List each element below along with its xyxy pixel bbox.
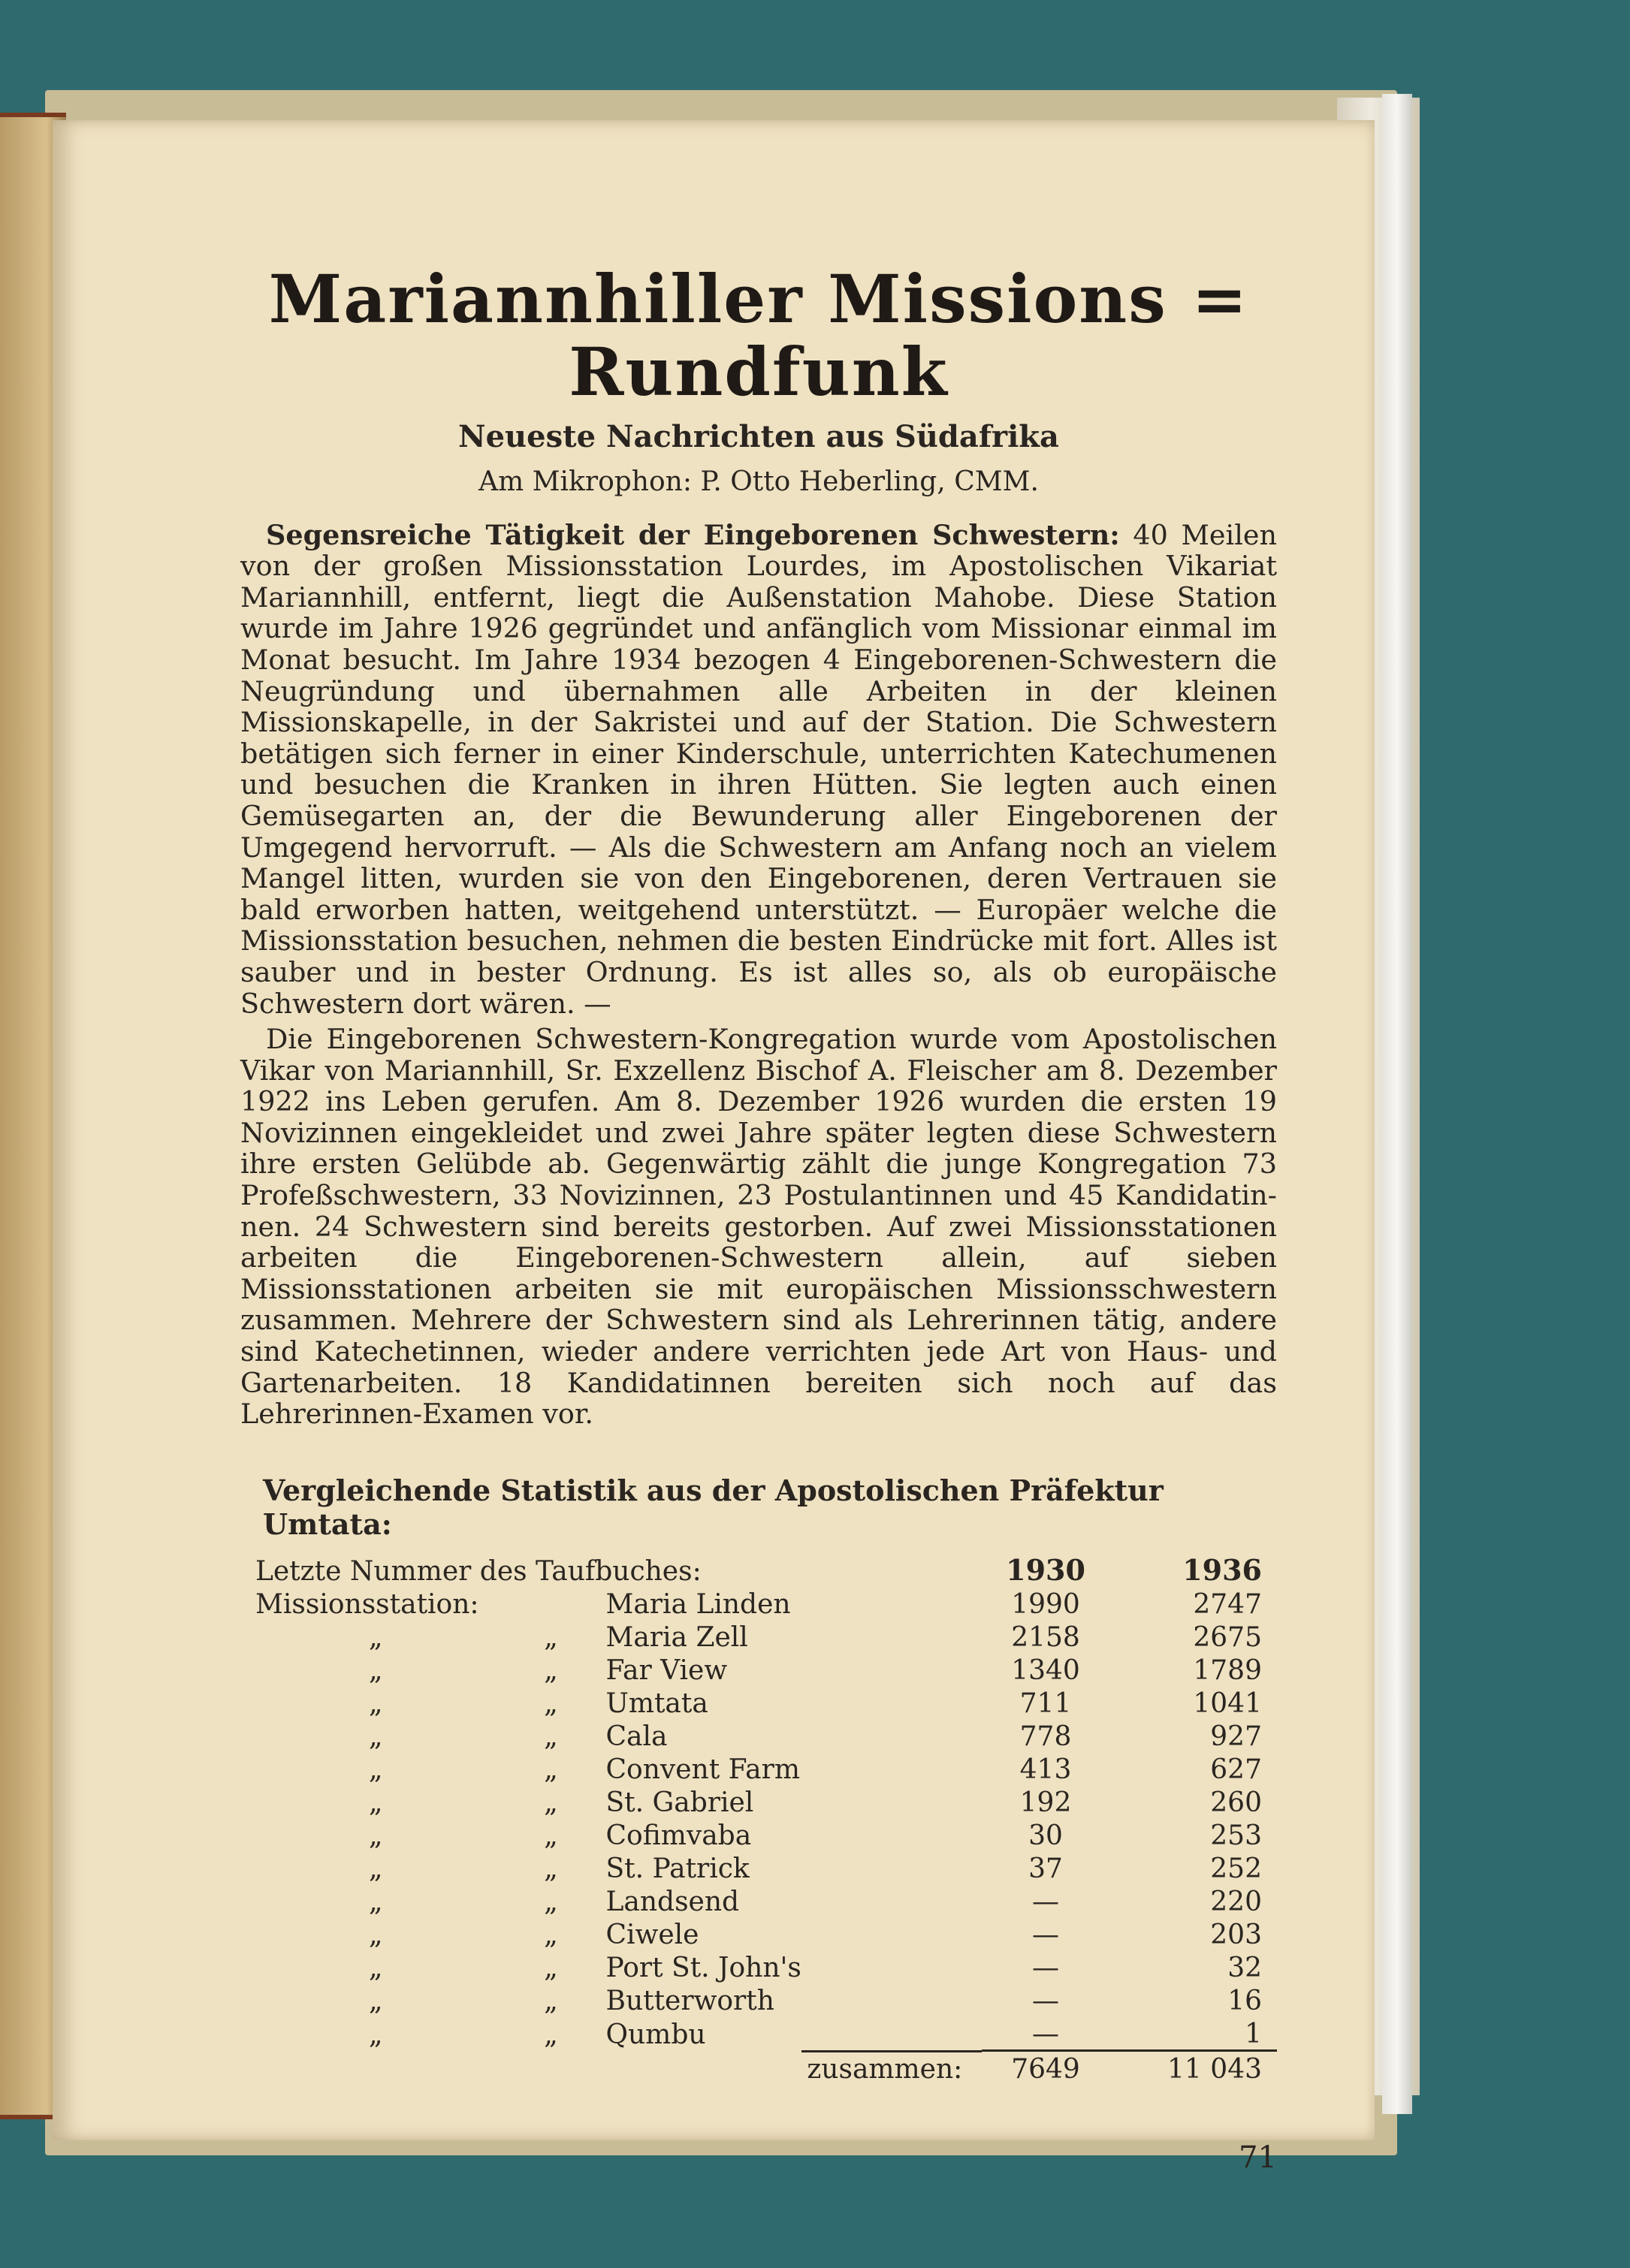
value-1930: 2158 (1011, 1621, 1080, 1653)
table-row (255, 1620, 1277, 1653)
ditto-mark: „ (368, 1621, 383, 1653)
page-number: 71 (1239, 2140, 1277, 2175)
page-title: Mariannhiller Missions = Rundfunk (268, 260, 1249, 411)
ditto-mark: „ (368, 1985, 383, 2016)
byline: Am Mikrophon: P. Otto Heberling, CMM. (478, 466, 1039, 497)
value-1936: 1041 (1193, 1687, 1262, 1719)
table-row (255, 1851, 1277, 1884)
ditto-mark: „ (368, 2019, 383, 2051)
paragraph-lead: Segensreiche Tätigkeit der Eingeborenen Schwestern: (266, 518, 1120, 551)
stats-table (255, 1553, 1277, 2085)
station-name: Landsend (605, 1886, 740, 1917)
value-1930: — (1032, 1886, 1059, 1917)
value-1930: 30 (1028, 1820, 1063, 1851)
ditto-mark: „ (368, 1754, 383, 1785)
table-row (255, 1785, 1277, 1818)
ditto-mark: „ (544, 1754, 558, 1785)
column-label: Letzte Nummer des Taufbuches: (255, 1555, 702, 1587)
value-1936: 32 (1227, 1952, 1262, 1983)
value-1936: 16 (1227, 1985, 1262, 2016)
station-name: Port St. John's (605, 1952, 801, 1983)
value-1930: — (1032, 1985, 1059, 2016)
table-row (255, 1719, 1277, 1752)
ditto-mark: „ (368, 1820, 383, 1851)
value-1936: 927 (1210, 1721, 1262, 1752)
ditto-mark: „ (368, 1687, 383, 1719)
year-1936-header: 1936 (1182, 1552, 1262, 1587)
year-1930-header: 1930 (1006, 1552, 1085, 1587)
paragraph-2: Die Eingeborenen Schwestern-Kongregation wurde vom Apostolischen Vikar von Mariannhill, Sr. Exzellenz Bischof A. Fleischer am 8. Dezember 1922 ins Leben gerufen. Am 8. Dezember 1926 wurden die ersten 19 Novizinnen eingekleidet und zwei Jahre später legten diese Schwestern ihre ersten Gelübde ab. Gegenwärtig zählt die junge Kongregation 73 Profeßschwestern, 33 Novizinnen, 23 Postulantinnen und 45 Kandidatinnen. 24 Schwestern sind bereits gestorben. Auf zwei Missionsstationen arbeiten die Eingeborenen-Schwestern allein, auf sieben Missionsstationen arbeiten sie mit europäischen Missionsschwestern zusammen. Mehrere der Schwestern sind als Lehrerinnen tätig, andere sind Katechetinnen, wieder andere verrichten jede Art von Haus- und Gartenarbeiten. 18 Kandidatinnen bereiten sich noch auf das Lehrerinnen-Examen vor. (240, 1023, 1277, 1431)
book-page (53, 120, 1375, 2175)
ditto-mark: „ (368, 1886, 383, 1917)
ditto-mark: „ (368, 1853, 383, 1884)
value-1936: 2747 (1193, 1588, 1262, 1620)
page-subtitle: Neueste Nachrichten aus Südafrika (458, 418, 1059, 454)
value-1936: 203 (1210, 1919, 1262, 1950)
ditto-mark: „ (544, 1687, 558, 1719)
ditto-mark: „ (368, 1721, 383, 1752)
value-1936: 253 (1210, 1820, 1262, 1851)
stats-header-row (255, 1553, 1277, 1587)
station-name: Butterworth (605, 1985, 774, 2016)
value-1936: 1789 (1193, 1654, 1262, 1686)
ditto-mark: „ (544, 1985, 558, 2016)
table-row (255, 1752, 1277, 1785)
station-name: Far View (605, 1654, 728, 1686)
table-row (255, 1884, 1277, 1917)
total-label: zusammen: (255, 2050, 982, 2085)
ditto-mark: „ (368, 1919, 383, 1950)
ditto-mark: „ (368, 1952, 383, 1983)
station-label: Missionsstation: (255, 1588, 479, 1620)
ditto-mark: „ (544, 1853, 558, 1884)
ditto-mark: „ (368, 1787, 383, 1818)
value-1936: 220 (1210, 1886, 1262, 1917)
ditto-mark: „ (544, 1787, 558, 1818)
station-name: Maria Linden (605, 1588, 791, 1620)
table-row (255, 1587, 1277, 1620)
ditto-mark: „ (544, 1886, 558, 1917)
value-1930: — (1032, 1952, 1059, 1983)
value-1930: 1340 (1011, 1654, 1080, 1686)
value-1930: 778 (1019, 1721, 1072, 1752)
paragraph-1-body: 40 Meilen von der großen Missionsstation Lourdes, im Apostolischen Vikariat Mariannhill, entfernt, liegt die Außenstation Mahobe. Diese Station wurde im Jahre 1926 gegründet und anfänglich vom Missionar einmal im Monat besucht. Im Jahre 1934 bezogen 4 Eingeborenen-Schwestern die Neugründung und übernahmen alle Arbeiten in der kleinen Missionskapelle, in der Sakristei und auf der Station. Die Schwestern betätigen sich ferner in einer Kinderschule, unterrichten Katechumenen und besuchen die Kranken in ihren Hütten. Sie legten auch einen Gemüsegarten an, der die Bewunderung aller Eingeborenen der Umgegend hervorruft. — Als die Schwestern am Anfang noch an vielem Mangel litten, wurden sie von den Eingeborenen, deren Vertrauen sie bald erworben hatten, weitgehend unterstützt. — Europäer welche die Missionsstation besuchen, nehmen die besten Eindrücke mit fort. Alles ist sauber und in bester Ordnung. Es ist alles so, als ob europäische Schwestern dort wären. — (240, 518, 1277, 1020)
table-row (255, 1983, 1277, 2016)
ditto-mark: „ (544, 1621, 558, 1653)
table-row (255, 1917, 1277, 1950)
value-1930: — (1032, 1919, 1059, 1950)
value-1936: 260 (1210, 1787, 1262, 1818)
value-1930: — (1032, 2018, 1059, 2049)
plastic-wrap (1382, 94, 1412, 2114)
value-1930: 192 (1019, 1787, 1072, 1818)
station-name: Qumbu (605, 2019, 706, 2051)
station-name: St. Patrick (605, 1853, 750, 1884)
ditto-mark: „ (368, 1654, 383, 1686)
value-1936: 1 (1245, 2018, 1262, 2049)
value-1936: 2675 (1193, 1621, 1262, 1653)
value-1930: 1990 (1011, 1588, 1080, 1620)
table-row (255, 2016, 1277, 2051)
value-1930: 413 (1019, 1754, 1072, 1785)
value-1936: 252 (1210, 1853, 1262, 1884)
station-name: Cala (605, 1721, 668, 1752)
ditto-mark: „ (544, 2019, 558, 2051)
table-row (255, 1653, 1277, 1686)
stats-heading: Vergleichende Statistik aus der Apostolischen Präfektur Umtata: (263, 1473, 1164, 1541)
value-1930: 711 (1019, 1687, 1072, 1719)
page-content (240, 260, 1277, 2175)
ditto-mark: „ (544, 1919, 558, 1950)
total-1930: 7649 (982, 2050, 1109, 2085)
table-row (255, 1950, 1277, 1983)
value-1930: 37 (1028, 1853, 1063, 1884)
ditto-mark: „ (544, 1721, 558, 1752)
ditto-mark: „ (544, 1820, 558, 1851)
station-name: Convent Farm (605, 1754, 800, 1785)
station-name: Umtata (605, 1687, 708, 1719)
ditto-mark: „ (544, 1952, 558, 1983)
table-row (255, 1818, 1277, 1851)
station-name: St. Gabriel (605, 1787, 754, 1818)
table-row (255, 1686, 1277, 1719)
station-name: Ciwele (605, 1919, 699, 1950)
ditto-mark: „ (544, 1654, 558, 1686)
station-name: Cofimvaba (605, 1820, 752, 1851)
total-row (255, 2050, 1277, 2085)
station-name: Maria Zell (605, 1621, 748, 1653)
paragraph-1 (240, 520, 1277, 1020)
total-1936: 11 043 (1109, 2050, 1277, 2085)
value-1936: 627 (1210, 1754, 1262, 1785)
